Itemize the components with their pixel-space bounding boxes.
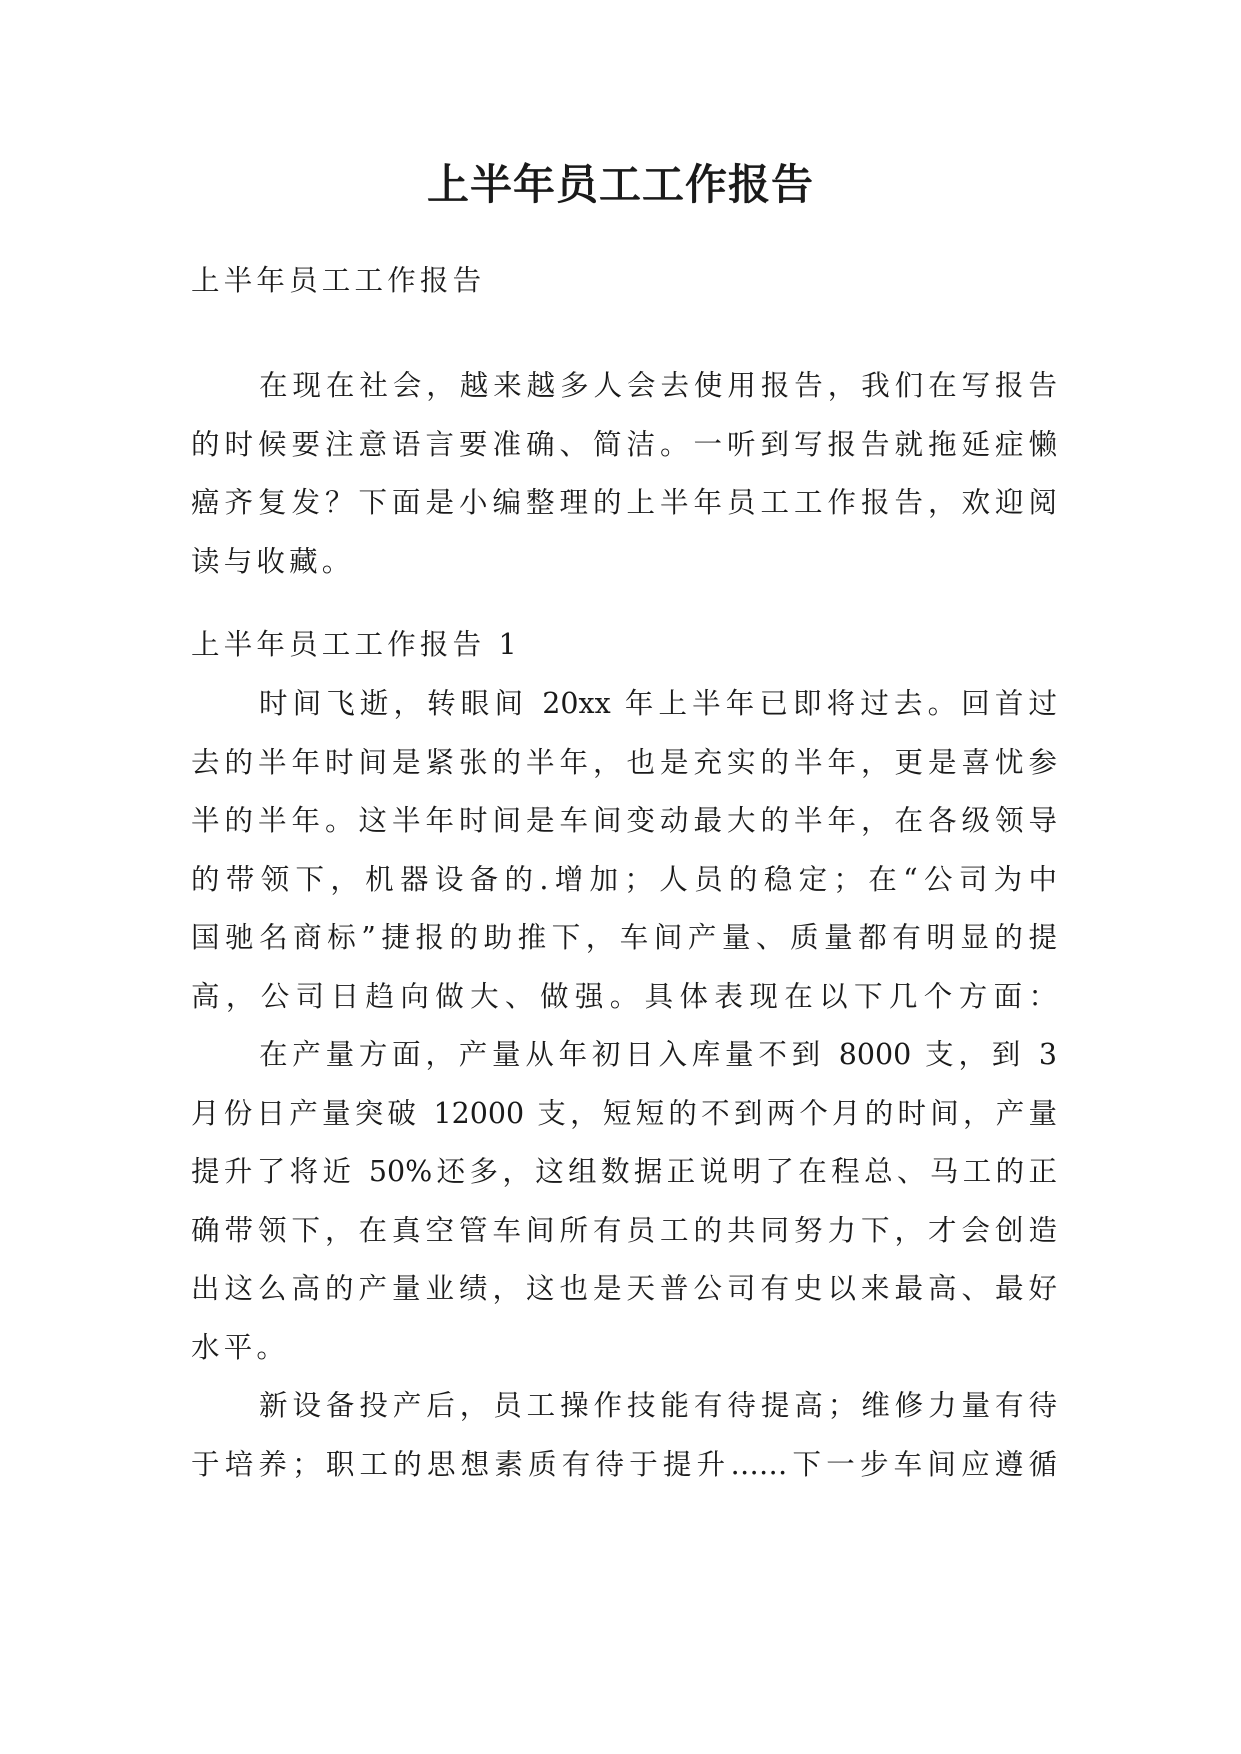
intro-line: 癌齐复发？下面是小编整理的上半年员工工作报告，欢迎阅 [191, 486, 1057, 519]
paragraph-line: 在产量方面，产量从年初日入库量不到 8000 支，到 3 [259, 1038, 1057, 1071]
paragraph-line: 确带领下，在真空管车间所有员工的共同努力下，才会创造 [191, 1213, 1057, 1247]
paragraph-line: 出这么高的产量业绩，这也是天普公司有史以来最高、最好 [191, 1272, 1057, 1305]
paragraph-line: 半的半年。这半年时间是车间变动最大的半年，在各级领导 [191, 804, 1057, 837]
paragraph-line: 时间飞逝，转眼间 20xx 年上半年已即将过去。回首过 [259, 687, 1057, 720]
intro-line: 在现在社会，越来越多人会去使用报告，我们在写报告 [259, 369, 1057, 402]
document-title: 上半年员工工作报告 [426, 160, 814, 209]
paragraph-line: 提升了将近 50%还多，这组数据正说明了在程总、马工的正 [191, 1155, 1057, 1188]
paragraph-line: 高，公司日趋向做大、做强。具体表现在以下几个方面： [191, 979, 1057, 1013]
paragraph-line: 水平。 [191, 1330, 290, 1364]
paragraph-2 [191, 1026, 1057, 1377]
paragraph-3 [191, 1377, 1057, 1494]
paragraph-line: 的带领下，机器设备的.增加；人员的稳定；在“公司为中 [191, 862, 1057, 896]
paragraph-line: 月份日产量突破 12000 支，短短的不到两个月的时间，产量 [191, 1096, 1057, 1130]
section-heading: 上半年员工工作报告 1 [191, 628, 521, 661]
paragraph-line: 国驰名商标”捷报的助推下，车间产量、质量都有明显的提 [191, 921, 1057, 954]
intro-line: 读与收藏。 [191, 544, 355, 578]
intro-paragraph [191, 357, 1057, 591]
intro-line: 的时候要注意语言要准确、简洁。一听到写报告就拖延症懒 [191, 427, 1057, 461]
document-subtitle: 上半年员工工作报告 [191, 264, 486, 297]
paragraph-line: 于培养；职工的思想素质有待于提升……下一步车间应遵循 [191, 1447, 1057, 1481]
paragraph-line: 新设备投产后，员工操作技能有待提高；维修力量有待 [259, 1389, 1057, 1422]
paragraph-line: 去的半年时间是紧张的半年，也是充实的半年，更是喜忧参 [191, 745, 1057, 779]
paragraph-1 [191, 675, 1057, 1026]
